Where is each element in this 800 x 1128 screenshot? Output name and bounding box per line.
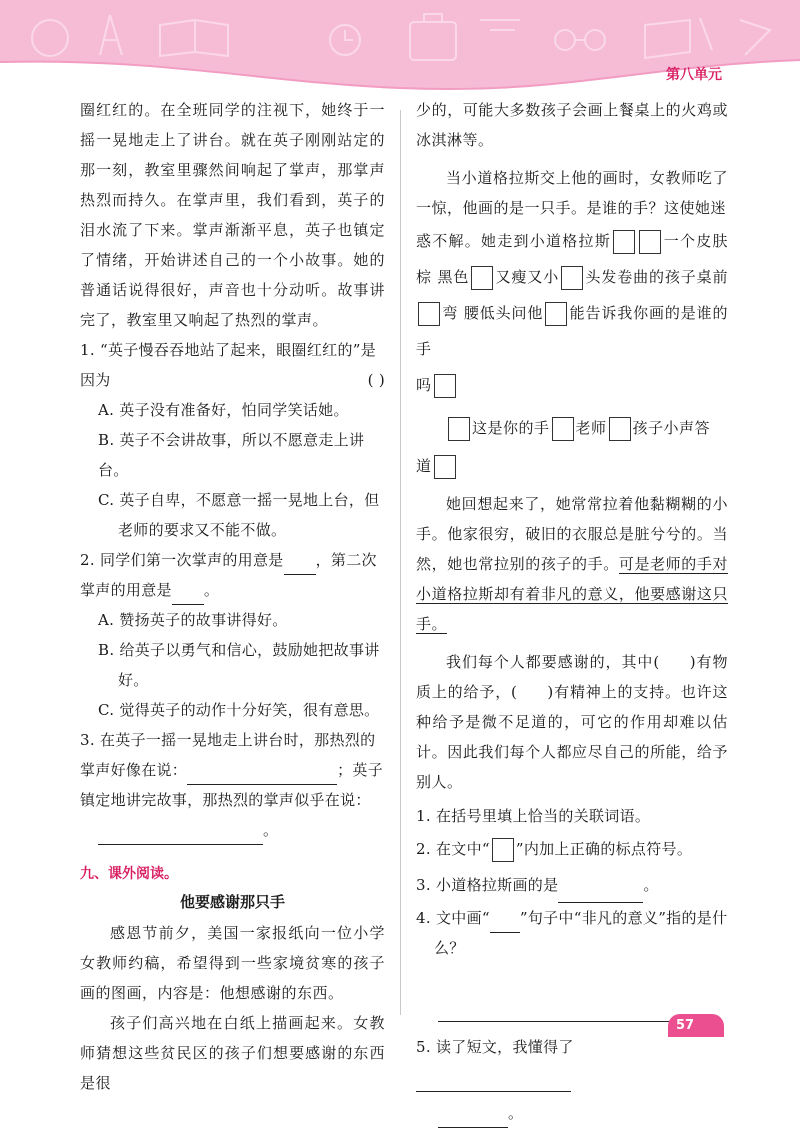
punct-box-6[interactable]	[545, 302, 567, 326]
r-question-2	[416, 831, 728, 867]
story-paragraph-2-cont: 少的，可能大多数孩子会画上餐桌上的火鸡或冰淇淋等。	[416, 101, 728, 149]
r-question-5	[416, 1032, 728, 1092]
punct-box-4[interactable]	[561, 266, 583, 290]
unit-label: 第八单元	[666, 67, 722, 83]
q1-option-a: A. 英子没有准备好，怕同学笑话她。	[98, 401, 349, 419]
story-paragraph-4	[416, 409, 728, 447]
r-question-3	[416, 867, 728, 903]
right-column	[416, 95, 728, 1128]
rq4-text-a: 4. 文中画“	[416, 909, 490, 927]
q3-text-a: 3. 在英子一摇一晃地走上讲台时，那热烈的掌声好像在说：	[80, 731, 376, 779]
punct-box-10[interactable]	[609, 417, 631, 441]
story-paragraph-1: 感恩节前夕，美国一家报纸向一位小学女教师约稿，希望得到一些家境贫寒的孩子画的图画，内容是：他想感谢的东西。	[80, 924, 385, 1002]
q1-option-b: B. 英子不会讲故事，所以不愿意走上讲台。	[98, 431, 365, 479]
q3-text-c: 。	[263, 821, 279, 839]
p3-text-h: 腰低头问他	[463, 304, 544, 322]
left-column	[80, 95, 385, 1098]
question-2	[80, 545, 385, 605]
q3-text-b: ；英子镇定地讲完故事，那热烈的掌声似乎在说：	[80, 761, 384, 809]
rq3-blank[interactable]	[558, 884, 643, 903]
story-paragraph-3: 当小道格拉斯交上他的画时，女教师吃了一惊，他画的是一只手。是谁的手？这使她迷	[416, 169, 728, 217]
q2-text-b: ，第二次掌声的用意是	[80, 551, 377, 599]
rq2-text-b: ”内加上正确的标点符号。	[515, 840, 693, 858]
rq4-underline-sample	[490, 914, 520, 933]
section-title: 九、课外阅读。	[80, 866, 178, 882]
column-divider	[400, 110, 401, 1015]
q2-blank-2[interactable]	[172, 586, 204, 605]
punct-box-5[interactable]	[418, 302, 440, 326]
p3-text-i: 能告诉我你画的是谁的手	[416, 304, 728, 358]
r-question-1: 1. 在括号里填上恰当的关联词语。	[416, 807, 651, 825]
p6-text-a: 我们每个人都要感谢的，其中(	[446, 653, 660, 671]
rq5-text-a: 5. 读了短文，我懂得了	[416, 1038, 574, 1056]
q1-option-c: C. 英子自卑，不愿意一摇一晃地上台，但老师的要求又不能不做。	[98, 491, 380, 539]
underlined-sentence: 可是老师的手对小道格拉斯却有着非凡的意义，他要感谢这只手。	[416, 555, 728, 633]
question-1	[80, 335, 385, 395]
page-number: 57	[676, 1018, 695, 1033]
story-title: 他要感谢那只手	[179, 893, 285, 911]
p4-text-c: 孩子小声答	[632, 419, 711, 437]
p6-text-c: )有精神上的支持。也许这种给予是微不足道的，可它的作用却难以估计。因此我们每个人都应尽自己的所能，给予别人。	[416, 683, 729, 791]
question-3	[80, 725, 385, 815]
p4-text-d: 道	[416, 457, 432, 475]
rq3-text-a: 3. 小道格拉斯画的是	[416, 876, 559, 894]
p4-text-a: 这是你的手	[472, 419, 550, 437]
q2-text-c: 。	[203, 581, 220, 599]
p3-text-b: 惑不解。她走到小道格拉斯	[416, 232, 611, 250]
punct-box-7[interactable]	[434, 374, 456, 398]
q2-text-a: 2. 同学们第一次掌声的用意是	[80, 551, 284, 569]
q2-blank-1[interactable]	[284, 556, 316, 575]
p4-text-b: 老师	[575, 419, 607, 437]
punct-box-3[interactable]	[471, 266, 493, 290]
story-paragraph-3-cont	[416, 223, 728, 403]
p5-text: 她回想起来了，她常常拉着他黏糊糊的小手。他家很穷，破旧的衣服总是脏兮兮的。当然，她也常拉别的孩子的手。	[416, 495, 728, 573]
p3-text-d: 黑色	[437, 268, 470, 286]
punct-box-9[interactable]	[552, 417, 574, 441]
p3-text-g: 弯	[442, 304, 459, 322]
q3-blank-2[interactable]	[98, 826, 263, 845]
story-paragraph-2: 孩子们高兴地在白纸上描画起来。女教师猜想这些贫民区的孩子们想要感谢的东西是很	[80, 1014, 385, 1092]
story-paragraph-5	[416, 489, 728, 639]
p3-text-f: 头发卷曲的孩子桌前	[585, 268, 728, 286]
q2-option-b: B. 给英子以勇气和信心，鼓励她把故事讲好。	[98, 641, 380, 689]
rq2-text-a: 2. 在文中“	[416, 840, 490, 858]
punct-box-2[interactable]	[639, 230, 661, 254]
p3-text-j: 吗	[416, 376, 432, 394]
punct-box-11[interactable]	[434, 455, 456, 479]
passage-continuation: 圈红红的。在全班同学的注视下，她终于一摇一晃地走上了讲台。就在英子刚刚站定的那一刻，教室里骤然间响起了掌声，那掌声热烈而持久。在掌声里，我们看到，英子的泪水流了下来。掌声渐渐平息，英子也镇定了情绪，开始讲述自己的一个小故事。她的普通话说得很好，声音也十分动听。故事讲完了，教室里又响起了热烈的掌声。	[80, 101, 385, 329]
q2-option-c: C. 觉得英子的动作十分好笑，很有意思。	[98, 701, 380, 719]
rq4-text-b: ”句子中“非凡的意义”指的是什么？	[434, 909, 728, 957]
question-1-stem: 1. “英子慢吞吞地站了起来，眼圈红红的”是因为	[80, 341, 377, 389]
punct-box-8[interactable]	[448, 417, 470, 441]
rq5-text-b: 。	[508, 1104, 524, 1122]
rq5-blank-1[interactable]	[416, 1073, 571, 1092]
rq5-blank-2[interactable]	[438, 1109, 508, 1128]
p3-text-e: 又瘦又小	[495, 268, 560, 286]
punct-box-1[interactable]	[613, 230, 635, 254]
r-question-4	[416, 903, 728, 963]
p6-text-b: )有物质上的给予，(	[416, 653, 728, 701]
rq5-line	[416, 1098, 728, 1128]
rq3-text-b: 。	[643, 876, 659, 894]
q3-line	[80, 815, 385, 845]
story-paragraph-6	[416, 647, 728, 797]
q3-blank-1[interactable]	[187, 766, 337, 785]
q2-option-a: A. 赞扬英子的故事讲得好。	[98, 611, 288, 629]
answer-paren[interactable]: ( )	[367, 371, 385, 389]
p3-text-c: 一个皮肤棕	[416, 232, 728, 286]
rq2-box	[492, 838, 514, 862]
story-paragraph-4-cont	[416, 447, 728, 485]
